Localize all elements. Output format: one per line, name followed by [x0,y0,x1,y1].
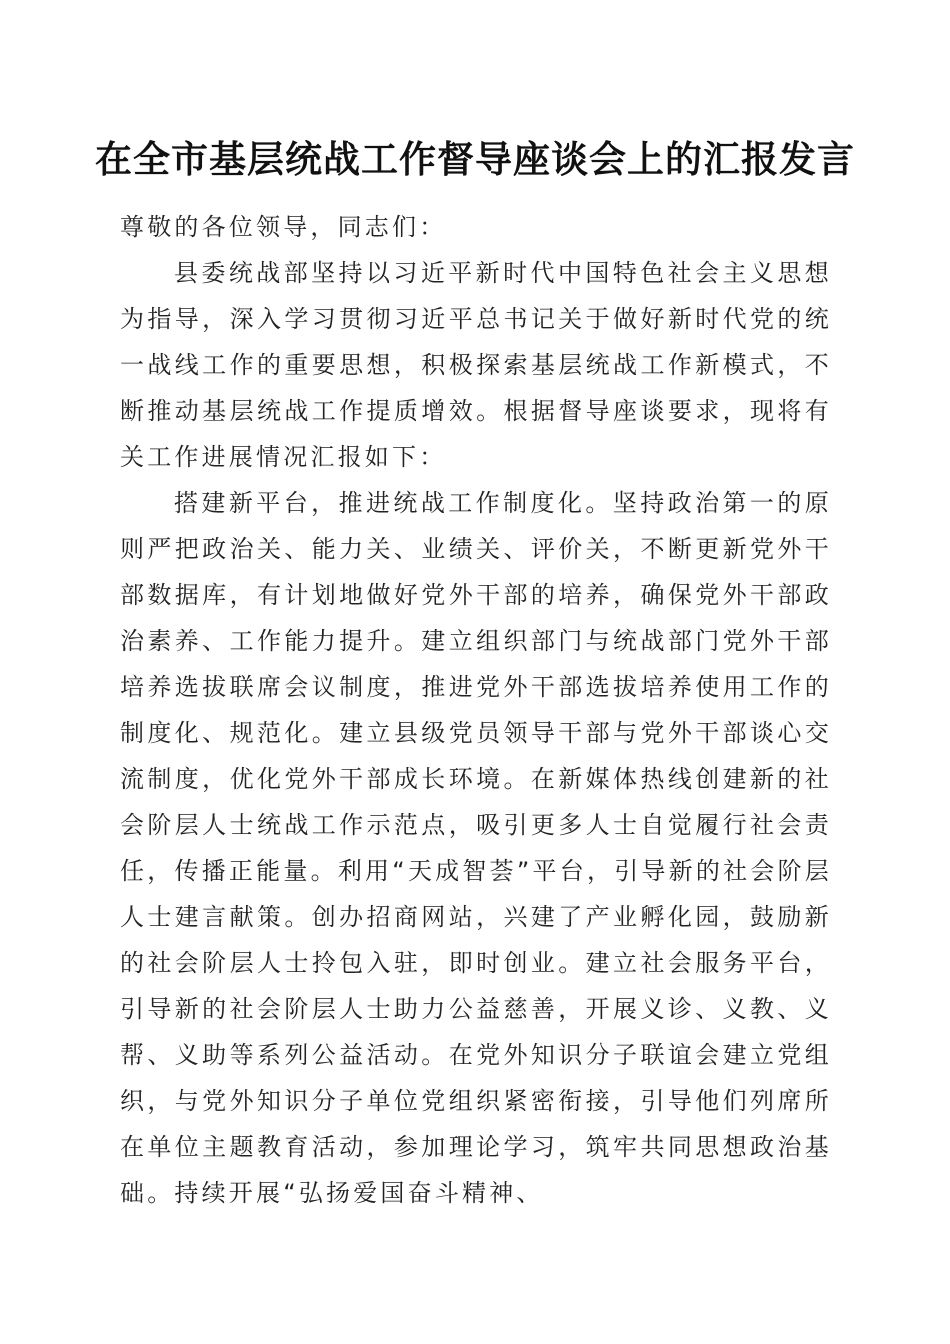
document-title: 在全市基层统战工作督导座谈会上的汇报发言 [95,137,855,181]
paragraph-intro: 县委统战部坚持以习近平新时代中国特色社会主义思想为指导，深入学习贯彻习近平总书记关于做好新时代党的统一战线工作的重要思想，积极探索基层统战工作新模式，不断推动基层统战工作提质增效。根据督导座谈要求，现将有关工作进展情况汇报如下： [120,259,832,471]
salutation: 尊敬的各位领导，同志们： [120,213,447,241]
paragraph-new-platform: 搭建新平台，推进统战工作制度化。坚持政治第一的原则严把政治关、能力关、业绩关、评价关，不断更新党外干部数据库，有计划地做好党外干部的培养，确保党外干部政治素养、工作能力提升。建立组织部门与统战部门党外干部培养选拔联席会议制度，推进党外干部选拔培养使用工作的制度化、规范化。建立县级党员领导干部与党外干部谈心交流制度，优化党外干部成长环境。在新媒体热线创建新的社会阶层人士统战工作示范点，吸引更多人士自觉履行社会责任，传播正能量。利用“天成智荟”平台，引导新的社会阶层人士建言献策。创办招商网站，兴建了产业孵化园，鼓励新的社会阶层人士拎包入驻，即时创业。建立社会服务平台，引导新的社会阶层人士助力公益慈善，开展义诊、义教、义帮、义助等系列公益活动。在党外知识分子联谊会建立党组织，与党外知识分子单位党组织紧密衔接，引导他们列席所在单位主题教育活动，参加理论学习，筑牢共同思想政治基础。持续开展“弘扬爱国奋斗精神、 [120,489,832,1207]
document-body [120,204,832,1216]
